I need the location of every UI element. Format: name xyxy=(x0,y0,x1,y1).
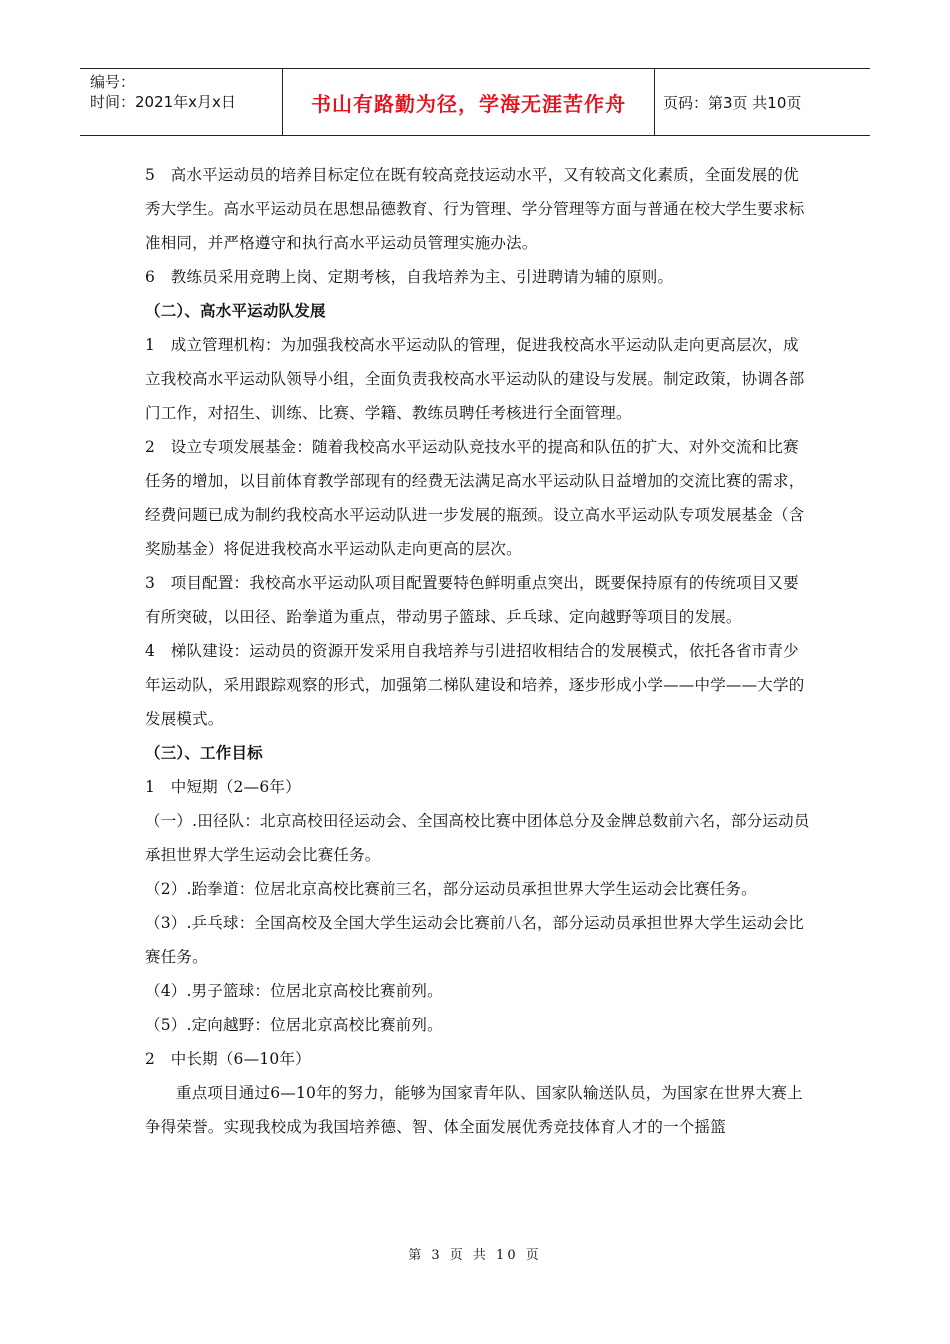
paragraph: （3）.乒乓球：全国高校及全国大学生运动会比赛前八名，部分运动员承担世界大学生运动会比赛任务。 xyxy=(145,914,804,966)
paragraph: 3 项目配置：我校高水平运动队项目配置要特色鲜明重点突出，既要保持原有的传统项目又要有所突破，以田径、跆拳道为重点，带动男子篮球、乒乓球、定向越野等项目的发展。 xyxy=(145,574,799,626)
page-info-cell xyxy=(655,69,870,135)
paragraph: 2 设立专项发展基金：随着我校高水平运动队竞技水平的提高和队伍的扩大、对外交流和比赛任务的增加，以目前体育教学部现有的经费无法满足高水平运动队日益增加的交流比赛的需求，经费问题已成为制约我校高水平运动队进一步发展的瓶颈。设立高水平运动队专项发展基金（含奖励基金）将促进我校高水平运动队走向更高的层次。 xyxy=(145,438,805,558)
header-meta-cell xyxy=(80,69,283,135)
paragraph: 6 教练员采用竞聘上岗、定期考核，自我培养为主、引进聘请为辅的原则。 xyxy=(145,268,674,286)
paragraph: （5）.定向越野：位居北京高校比赛前列。 xyxy=(145,1016,443,1034)
serial-label: 编号： xyxy=(90,73,136,91)
paragraph: （2）.跆拳道：位居北京高校比赛前三名，部分运动员承担世界大学生运动会比赛任务。 xyxy=(145,880,757,898)
page-footer xyxy=(0,1244,950,1263)
paragraph: 1 成立管理机构：为加强我校高水平运动队的管理，促进我校高水平运动队走向更高层次，成立我校高水平运动队领导小组，全面负责我校高水平运动队的建设与发展。制定政策，协调各部门工作，对招生、训练、比赛、学籍、教练员聘任考核进行全面管理。 xyxy=(145,336,805,422)
section-heading: （二）、高水平运动队发展 xyxy=(145,302,326,320)
section-heading: （三）、工作目标 xyxy=(145,744,263,762)
paragraph: 1 中短期（2—6年） xyxy=(145,778,301,796)
header-table xyxy=(80,68,870,136)
paragraph: （一）.田径队：北京高校田径运动会、全国高校比赛中团体总分及金牌总数前六名，部分运动员承担世界大学生运动会比赛任务。 xyxy=(145,812,810,864)
motto-text: 书山有路勤为径，学海无涯苦作舟 xyxy=(311,91,626,116)
paragraph: （4）.男子篮球：位居北京高校比赛前列。 xyxy=(145,982,443,1000)
paragraph: 重点项目通过6—10年的努力，能够为国家青年队、国家队输送队员，为国家在世界大赛上争得荣誉。实现我校成为我国培养德、智、体全面发展优秀竞技体育人才的一个摇篮 xyxy=(145,1084,803,1136)
page-info-text: 页码：第3页 共10页 xyxy=(663,93,802,112)
document-body xyxy=(145,158,810,1144)
paragraph: 5 高水平运动员的培养目标定位在既有较高竞技运动水平，又有较高文化素质，全面发展的优秀大学生。高水平运动员在思想品德教育、行为管理、学分管理等方面与普通在校大学生要求标准相同，并严格遵守和执行高水平运动员管理实施办法。 xyxy=(145,166,805,252)
date-label: 时间：2021年x月x日 xyxy=(90,93,236,111)
motto-cell xyxy=(283,69,655,135)
paragraph: 4 梯队建设：运动员的资源开发采用自我培养与引进招收相结合的发展模式，依托各省市青少年运动队，采用跟踪观察的形式，加强第二梯队建设和培养，逐步形成小学——中学——大学的发展模式。 xyxy=(145,642,805,728)
paragraph: 2 中长期（6—10年） xyxy=(145,1050,311,1068)
footer-page-number: 第 3 页 共 10 页 xyxy=(408,1248,542,1263)
